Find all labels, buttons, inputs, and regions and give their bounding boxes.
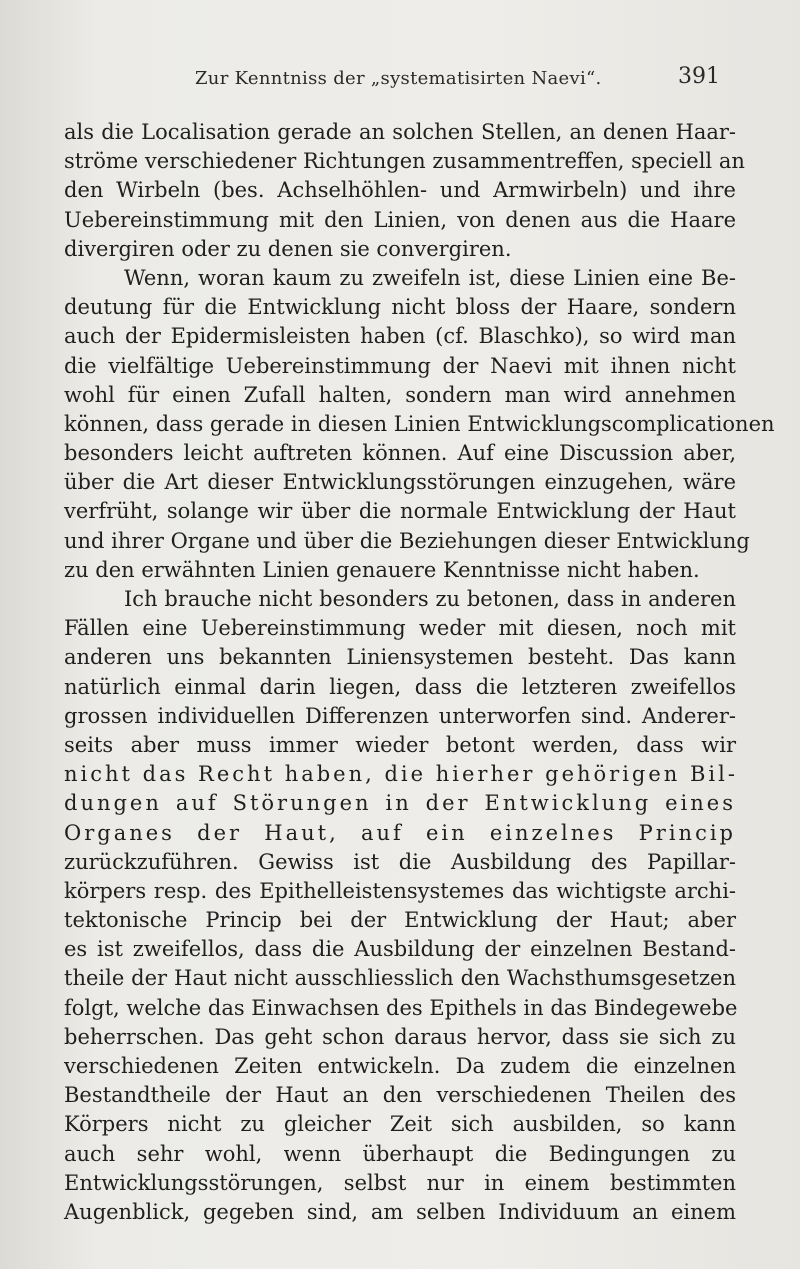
text-line: Uebereinstimmung mit den Linien, von denen aus die Haare: [64, 207, 736, 232]
text-line: Bestandtheile der Haut an den verschiedenen Theilen des: [64, 1083, 736, 1108]
text-line: wohl für einen Zufall halten, sondern man wird annehmen: [64, 382, 736, 407]
page-number: 391: [678, 64, 720, 89]
text-line: seits aber muss immer wieder betont werden, dass wir: [64, 732, 736, 757]
text-line: körpers resp. des Epithelleistensystemes das wichtigste archi-: [64, 878, 736, 903]
text-line: Wenn, woran kaum zu zweifeln ist, diese Linien eine Be-: [124, 265, 736, 290]
text-line: folgt, welche das Einwachsen des Epithels in das Bindegewebe: [64, 995, 738, 1020]
text-line: Ich brauche nicht besonders zu betonen, dass in anderen: [124, 587, 736, 611]
text-line: divergiren oder zu denen sie convergiren.: [64, 236, 512, 261]
text-line: beherrschen. Das geht schon daraus hervor, dass sie sich zu: [64, 1024, 736, 1049]
text-line: die vielfältige Uebereinstimmung der Naevi mit ihnen nicht: [64, 353, 736, 378]
text-line: zu den erwähnten Linien genauere Kenntnisse nicht haben.: [64, 557, 700, 582]
text-line: über die Art dieser Entwicklungsstörungen einzugehen, wäre: [64, 470, 736, 495]
text-line: den Wirbeln (bes. Achselhöhlen- und Armwirbeln) und ihre: [64, 178, 736, 203]
text-line: theile der Haut nicht ausschliesslich den Wachsthumsgesetzen: [64, 966, 736, 991]
text-line: verschiedenen Zeiten entwickeln. Da zudem die einzelnen: [64, 1054, 736, 1078]
text-line: es ist zweifellos, dass die Ausbildung der einzelnen Bestand-: [64, 937, 736, 962]
text-line: besonders leicht auftreten können. Auf eine Discussion aber,: [64, 441, 736, 466]
text-line: anderen uns bekannten Liniensystemen besteht. Das kann: [64, 645, 736, 670]
body-text: [64, 118, 775, 1227]
text-line: grossen individuellen Differenzen unterworfen sind. Anderer-: [64, 703, 736, 728]
text-line: zurückzuführen. Gewiss ist die Ausbildung des Papillar-: [64, 849, 736, 874]
text-line: deutung für die Entwicklung nicht bloss der Haare, sondern: [64, 295, 736, 320]
text-line: Fällen eine Uebereinstimmung weder mit diesen, noch mit: [64, 616, 736, 641]
text-line: Organes der Haut, auf ein einzelnes Princip: [64, 820, 736, 845]
text-line: als die Localisation gerade an solchen Stellen, an denen Haar-: [64, 120, 736, 144]
text-line: natürlich einmal darin liegen, dass die letzteren zweifellos: [64, 674, 736, 699]
text-line: Körpers nicht zu gleicher Zeit sich ausbilden, so kann: [64, 1112, 736, 1137]
text-line: verfrüht, solange wir über die normale Entwicklung der Haut: [64, 499, 736, 524]
text-line: ströme verschiedener Richtungen zusammentreffen, speciell an: [64, 149, 745, 174]
text-line: Entwicklungsstörungen, selbst nur in einem bestimmten: [64, 1170, 736, 1195]
text-line: auch sehr wohl, wenn überhaupt die Bedingungen zu: [64, 1141, 736, 1166]
running-head: [0, 62, 800, 98]
text-line: auch der Epidermisleisten haben (cf. Blaschko), so wird man: [64, 324, 736, 349]
text-line: tektonische Princip bei der Entwicklung der Haut; aber: [64, 908, 736, 933]
text-line: nicht das Recht haben, die hierher gehörigen Bil-: [64, 762, 738, 787]
text-line: können, dass gerade in diesen Linien Entwicklungscomplicationen: [64, 411, 775, 436]
text-line: und ihrer Organe und über die Beziehungen dieser Entwicklung: [64, 528, 750, 553]
text-line: dungen auf Störungen in der Entwicklung eines: [64, 791, 736, 816]
text-line: Augenblick, gegeben sind, am selben Individuum an einem: [64, 1199, 736, 1224]
running-head-title: Zur Kenntniss der „systematisirten Naevi“.: [195, 68, 602, 89]
